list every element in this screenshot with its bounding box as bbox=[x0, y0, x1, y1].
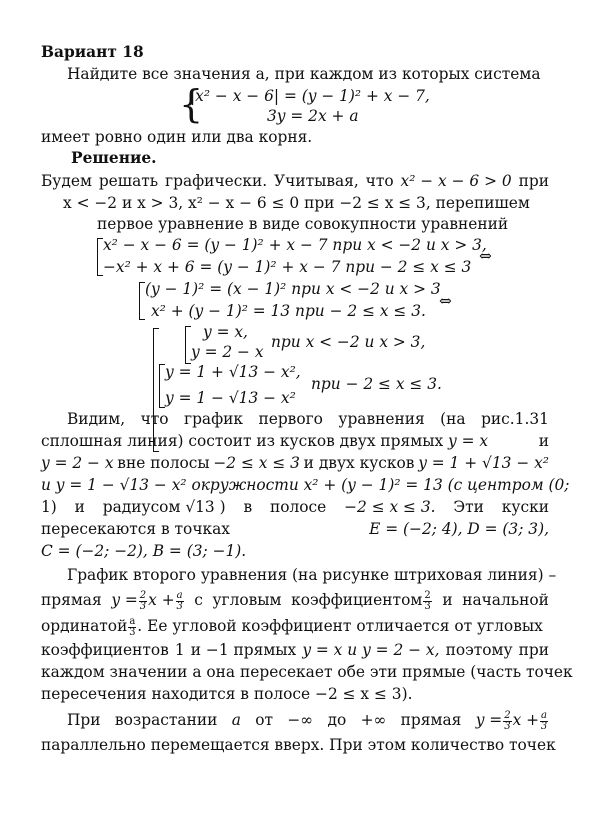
numerator: 2 bbox=[424, 589, 431, 601]
denominator: 3 bbox=[176, 600, 183, 612]
math-inline: −∞ bbox=[287, 711, 314, 729]
system-3-a-bracket bbox=[185, 326, 186, 364]
p1-line-3: первое уравнение в виде совокупности уравнений bbox=[97, 215, 509, 233]
word: при bbox=[518, 172, 549, 190]
word: 1) bbox=[41, 498, 57, 516]
text-run: y = bbox=[475, 711, 503, 729]
word: радиусом √13 ) bbox=[102, 498, 226, 516]
variant-title: Вариант 18 bbox=[41, 43, 144, 61]
system-brace: { bbox=[179, 82, 204, 126]
numerator: 2 bbox=[504, 709, 511, 721]
word: и bbox=[74, 498, 85, 516]
word: куски bbox=[501, 498, 549, 516]
fraction-a-thirds bbox=[540, 711, 548, 732]
system-2-row-1: (y − 1)² = (x − 1)² при x < −2 и x > 3 bbox=[145, 280, 441, 298]
p3-line-1: График второго уравнения (на рисунке штриховая линия) – bbox=[67, 566, 557, 584]
word: что bbox=[365, 172, 394, 190]
fraction-two-thirds bbox=[503, 711, 511, 732]
word: угловым bbox=[212, 591, 282, 609]
word: при bbox=[518, 641, 549, 659]
word: Учитывая, bbox=[274, 172, 359, 190]
math-line-equation bbox=[111, 590, 184, 612]
p1-line-2: x < −2 и x > 3, x² − x − 6 ≤ 0 при −2 ≤ x ≤ 3, перепишем bbox=[63, 194, 530, 212]
p3-line-4 bbox=[41, 640, 549, 660]
math-inline: x² − x − 6 > 0 bbox=[400, 172, 512, 190]
word: ординатой bbox=[41, 617, 128, 635]
system-1-row-1: x² − x − 6 = (y − 1)² + x − 7 при x < −2 и x > 3, bbox=[103, 236, 487, 254]
p4-line-1 bbox=[67, 710, 549, 732]
text-run: пересекаются в точках bbox=[41, 520, 230, 538]
p3-line-2 bbox=[41, 590, 549, 612]
equivalence-arrow-1: ⇔ bbox=[479, 247, 492, 265]
word: графически. bbox=[165, 172, 268, 190]
word: коэффициентом bbox=[291, 591, 423, 609]
system-3-b-row-2: y = 1 − √13 − x² bbox=[165, 389, 296, 407]
math-inline: −2 ≤ x ≤ 3 bbox=[213, 454, 300, 472]
math-inline: y = 2 − x bbox=[41, 454, 114, 472]
numerator: a bbox=[541, 709, 547, 721]
word: график bbox=[184, 410, 244, 428]
p2-line-2 bbox=[41, 431, 549, 451]
text-run: . Ее угловой коэффициент отличается от угловых bbox=[137, 617, 543, 635]
p2-line-4: и y = 1 − √13 − x² окружности x² + (y − 1)² = 13 (с центром (0; bbox=[41, 476, 570, 494]
p2-line-5 bbox=[41, 497, 549, 517]
math-inline: +∞ bbox=[360, 711, 387, 729]
p1-line-1 bbox=[41, 171, 549, 191]
task-equation-2: 3y = 2x + a bbox=[267, 107, 359, 125]
text-run: x + bbox=[148, 591, 175, 609]
p3-line-6: пересечения находится в полосе −2 ≤ x ≤ 3). bbox=[41, 685, 413, 703]
word: рис.1.31 bbox=[481, 410, 549, 428]
p2-line-7: C = (−2; −2), B = (3; −1). bbox=[41, 542, 247, 560]
word: что bbox=[140, 410, 169, 428]
word: При bbox=[67, 711, 101, 729]
fraction-two-thirds bbox=[423, 591, 431, 612]
text-run: x + bbox=[512, 711, 540, 729]
denominator: 3 bbox=[139, 600, 147, 612]
math-inline: E = (−2; 4), D = (3; 3), bbox=[369, 520, 549, 538]
numerator: 2 bbox=[139, 589, 147, 601]
denominator: 3 bbox=[504, 720, 511, 732]
p3-line-3 bbox=[41, 616, 543, 638]
word: 1 bbox=[174, 641, 185, 659]
word: и bbox=[538, 432, 549, 450]
word: прямая bbox=[400, 711, 462, 729]
system-2-row-2: x² + (y − 1)² = 13 при − 2 ≤ x ≤ 3. bbox=[151, 302, 426, 320]
word: (на bbox=[440, 410, 466, 428]
word: Будем bbox=[41, 172, 92, 190]
denominator: 3 bbox=[129, 626, 136, 638]
word: и bbox=[442, 591, 453, 609]
system-3-a-row-1: y = x, bbox=[203, 323, 248, 341]
word: в bbox=[243, 498, 253, 516]
math-line-equation bbox=[476, 710, 549, 732]
word: от bbox=[255, 711, 274, 729]
word: первого bbox=[258, 410, 323, 428]
text-run: и −1 прямых bbox=[190, 641, 297, 659]
word: начальной bbox=[462, 591, 549, 609]
math-inline: a bbox=[231, 711, 241, 729]
text-run: сплошная линия) состоит из кусков двух прямых bbox=[41, 432, 449, 450]
math-inline: −2 ≤ x ≤ 3. bbox=[344, 498, 436, 516]
system-3-b-bracket bbox=[159, 364, 160, 408]
denominator: 3 bbox=[424, 600, 431, 612]
p2-line-1 bbox=[67, 409, 549, 429]
word: возрастании bbox=[114, 711, 218, 729]
system-3-b-row-1: y = 1 + √13 − x², bbox=[165, 363, 301, 381]
text-run: и двух кусков bbox=[303, 454, 415, 472]
task-equation-1: |x² − x − 6| = (y − 1)² + x − 7, bbox=[190, 87, 430, 105]
system-2-bracket bbox=[139, 282, 140, 320]
word: полосе bbox=[269, 498, 327, 516]
system-3-a-condition: при x < −2 и x > 3, bbox=[271, 333, 426, 351]
word: поэтому bbox=[445, 641, 513, 659]
word: с bbox=[194, 591, 203, 609]
numerator: a bbox=[129, 615, 136, 627]
fraction-a-thirds bbox=[128, 617, 136, 638]
system-1-row-2: −x² + x + 6 = (y − 1)² + x − 7 при − 2 ≤ x ≤ 3 bbox=[103, 258, 472, 276]
system-3-b-condition: при − 2 ≤ x ≤ 3. bbox=[311, 375, 442, 393]
word: до bbox=[327, 711, 347, 729]
task-line-1: Найдите все значения a, при каждом из которых система bbox=[67, 65, 541, 83]
text-run: вне полосы bbox=[117, 454, 210, 472]
word: Видим, bbox=[67, 410, 126, 428]
text-run: y = bbox=[111, 591, 138, 609]
p2-line-3 bbox=[41, 453, 549, 473]
system-1-bracket bbox=[97, 238, 98, 276]
word: решать bbox=[98, 172, 159, 190]
p2-line-6 bbox=[41, 519, 549, 539]
word: прямая bbox=[41, 591, 102, 609]
solution-heading: Решение. bbox=[71, 149, 157, 167]
denominator: 3 bbox=[540, 720, 548, 732]
fraction-a-thirds bbox=[176, 591, 184, 612]
p3-line-5: каждом значении a она пересекает обе эти прямые (часть точек bbox=[41, 663, 573, 681]
word: Эти bbox=[453, 498, 484, 516]
math-inline: y = 1 + √13 − x² bbox=[418, 454, 549, 472]
system-3-a-row-2: y = 2 − x bbox=[191, 343, 264, 361]
math-inline: y = x bbox=[448, 432, 489, 450]
word: коэффициентов bbox=[41, 641, 169, 659]
word: уравнения bbox=[338, 410, 425, 428]
numerator: a bbox=[176, 589, 183, 601]
fraction-two-thirds bbox=[139, 591, 147, 612]
math-inline: y = x и y = 2 − x, bbox=[302, 641, 440, 659]
task-line-2: имеет ровно один или два корня. bbox=[41, 128, 313, 146]
p4-line-2: параллельно перемещается вверх. При этом количество точек bbox=[41, 736, 556, 754]
equivalence-arrow-2: ⇔ bbox=[439, 292, 452, 310]
